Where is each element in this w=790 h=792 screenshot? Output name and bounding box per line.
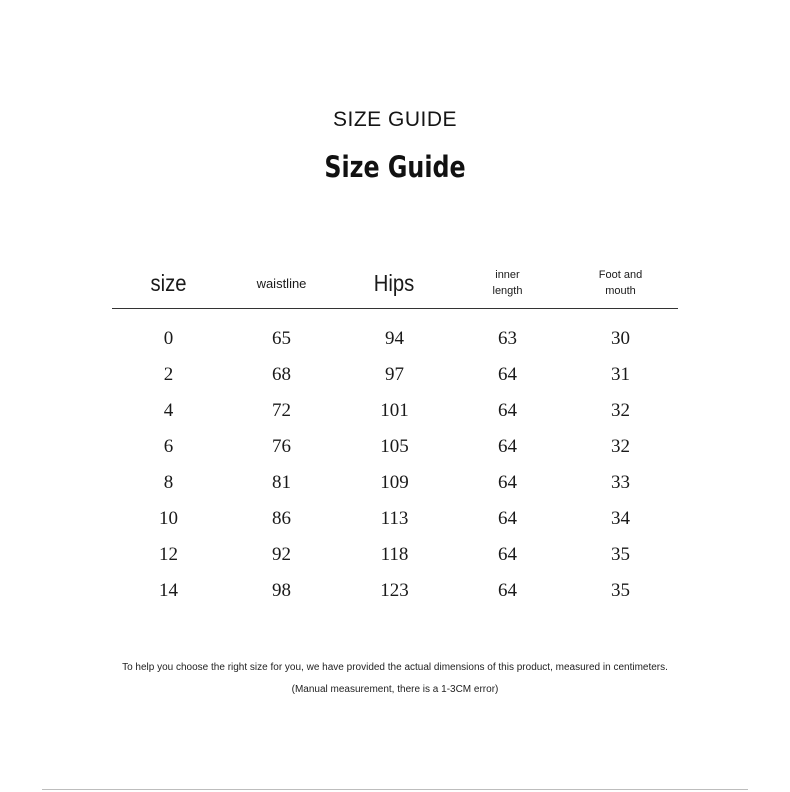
cell-waistline: 92 — [272, 544, 291, 565]
cell-size: 8 — [163, 472, 174, 493]
cell-inner-length: 64 — [498, 436, 517, 457]
cell-waistline: 72 — [272, 400, 291, 421]
page-title: Size Guide — [324, 150, 466, 184]
table-row — [112, 357, 678, 393]
measurement-note: To help you choose the right size for you, we have provided the actual dimensions of this product, measured in centimeters. — [122, 662, 668, 673]
cell-foot-and-mouth: 31 — [611, 364, 630, 385]
cell-foot-and-mouth: 32 — [611, 436, 630, 457]
cell-size: 0 — [163, 328, 174, 349]
cell-size: 12 — [159, 544, 178, 565]
cell-waistline: 76 — [272, 436, 291, 457]
size-table — [112, 258, 678, 601]
table-row — [112, 393, 678, 429]
cell-waistline: 65 — [272, 328, 291, 349]
cell-size: 2 — [163, 364, 174, 385]
divider — [42, 789, 748, 790]
cell-inner-length: 64 — [498, 508, 517, 529]
table-row — [112, 429, 678, 465]
table-row — [112, 501, 678, 537]
cell-foot-and-mouth: 32 — [611, 400, 630, 421]
table-body — [112, 321, 678, 609]
cell-inner-length: 64 — [498, 580, 517, 601]
cell-foot-and-mouth: 33 — [611, 472, 630, 493]
cell-inner-length: 63 — [498, 328, 517, 349]
cell-hips: 97 — [385, 364, 404, 385]
cell-foot-and-mouth: 35 — [611, 580, 630, 601]
cell-size: 4 — [163, 400, 174, 421]
cell-foot-and-mouth: 30 — [611, 328, 630, 349]
cell-waistline: 81 — [272, 472, 291, 493]
column-header-foot-and-mouth: Foot and mouth — [598, 269, 643, 297]
cell-hips: 109 — [380, 472, 409, 493]
error-note: (Manual measurement, there is a 1-3CM error) — [291, 684, 499, 695]
cell-hips: 101 — [380, 400, 409, 421]
cell-size: 14 — [159, 580, 178, 601]
cell-hips: 105 — [380, 436, 409, 457]
table-row — [112, 573, 678, 609]
table-row — [112, 537, 678, 573]
cell-foot-and-mouth: 34 — [611, 508, 630, 529]
cell-inner-length: 64 — [498, 472, 517, 493]
cell-waistline: 68 — [272, 364, 291, 385]
cell-hips: 123 — [380, 580, 409, 601]
column-header-waistline: waistline — [256, 275, 307, 291]
cell-hips: 113 — [380, 508, 409, 529]
cell-size: 10 — [159, 508, 178, 529]
cell-inner-length: 64 — [498, 400, 517, 421]
column-header-size: size — [150, 269, 187, 296]
column-header-hips: Hips — [374, 269, 415, 296]
cell-hips: 118 — [380, 544, 409, 565]
table-row — [112, 321, 678, 357]
cell-size: 6 — [163, 436, 174, 457]
cell-hips: 94 — [385, 328, 404, 349]
size-guide-eyebrow: SIZE GUIDE — [332, 108, 458, 131]
cell-waistline: 86 — [272, 508, 291, 529]
cell-inner-length: 64 — [498, 544, 517, 565]
cell-foot-and-mouth: 35 — [611, 544, 630, 565]
cell-waistline: 98 — [272, 580, 291, 601]
table-header — [112, 258, 678, 309]
column-header-inner-length: inner length — [492, 269, 523, 297]
table-row — [112, 465, 678, 501]
cell-inner-length: 64 — [498, 364, 517, 385]
